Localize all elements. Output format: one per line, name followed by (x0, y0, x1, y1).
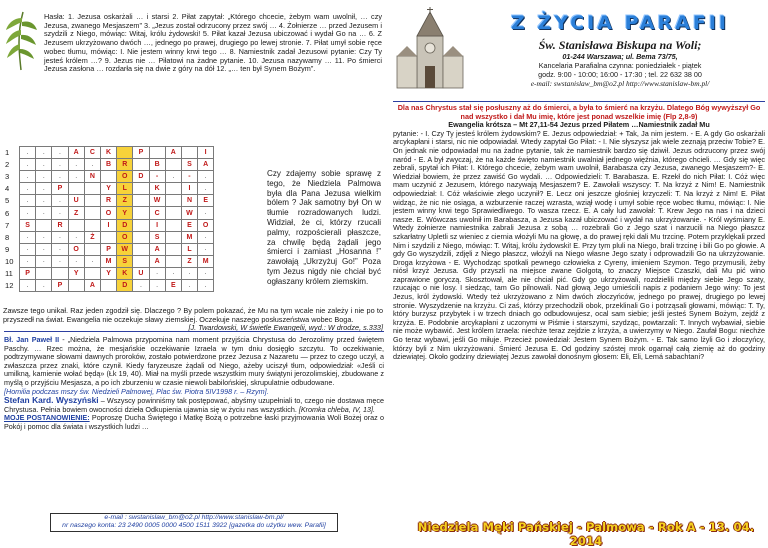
crossword-cell: E (198, 195, 214, 207)
crossword-row-number: 5 (5, 196, 10, 206)
crossword-cell (149, 147, 165, 159)
crossword-cell (68, 219, 84, 231)
crossword-cell: . (20, 195, 36, 207)
reflection-text: Zawsze tego unikał. Raz jeden zgodził się. Dlaczego ? By polem pokazać, że Mu na tym wcale nie zależy i nie po to przyszedł na świat. Ewangelia nie oczekuje sławy ziemskiej. Oczekuje naszego posłuszeństwa wobec Boga. (3, 306, 383, 324)
crossword-cell: . (165, 171, 181, 183)
crossword-cell: K (149, 183, 165, 195)
crossword-row (3, 231, 214, 243)
crossword-cell: C (84, 147, 100, 159)
crossword-row (3, 255, 214, 267)
crossword-cell: Y (100, 183, 116, 195)
crossword-cell: E (181, 219, 197, 231)
crossword-cell (84, 183, 100, 195)
divider (393, 101, 765, 102)
crossword-cell: . (198, 183, 214, 195)
crossword-cell: . (36, 207, 52, 219)
crossword-row-number: 1 (5, 148, 10, 158)
crossword-cell: L (181, 243, 197, 255)
crossword-cell: . (198, 280, 214, 292)
crossword-cell: - (149, 171, 165, 183)
crossword-row (3, 219, 214, 231)
crossword-cell (165, 195, 181, 207)
palm-branch-illustration (3, 8, 39, 72)
crossword-cell: B (149, 159, 165, 171)
crossword-cell: . (68, 171, 84, 183)
crossword-cell: . (181, 280, 197, 292)
right-column (387, 0, 768, 548)
crossword-cell: D (117, 280, 133, 292)
gospel-text: pytanie: - I. Czy Ty jesteś królem żydowskim? E. Jezus odpowiedział: + Tak, Ja nim jestem. - E. A gdy Go oskarżali arcykapłani i starsi, nic nie odpowiadał. Wtedy zapytał Go Piłat: - I. Nie słyszysz jak wiele zeznają przeciw Tobie? E. On jednak nie odpowiadał mu na żadne pytanie, tak że namiestnik bardzo się dziwił. Jezus odrzucony przez swój naród - E. A był zwyczaj, że na każde święto namiestnik uwalniał jednego więźnia, którego chcieli. … Gdy się więc zebrali, spytał ich Piłat: I. Którego chcecie, żebym wam uwolnił, Barabasza czy Jezusa, zwanego Mesjaszem?- E. Wiedział bowiem, że przez zawiść Go wydali. … Odpowiedzieli: T. Barabasza. E. Rzekł do nich Piłat: I. Cóż więc mam uczynić z Jezusem, którego nazywają Mesjaszem? E. Zawołali wszyscy: T. Na krzyż z Nim! E. Namiestnik odpowiedział: I. Cóż właściwie złego uczynił? E. Lecz oni jeszcze głośniej krzyczeli: T. Na krzyż z Nim! E. Piłat widząc, że nic nie osiąga, a wzburzenie raczej wzrasta, wziął wodę i umył sobie ręce wobec tłumu, mówiąc: I. Nie jestem winny krwi tego Sprawiedliwego. To wasza rzecz. E. A cały lud zawołał: T. Krew Jego na nas i na dzieci nasze. E. Wówczas uwolnił im Barabasza, a Jezusa kazał ubiczować i wydał na ukrzyżowanie. - Król wyśmiany E. Wtedy żołnierze namiestnika zabrali Jezusa z sobą … rozebrali Go z Jego szat i narzucili na Niego płaszcz szkarłatny Upletli sz wieniec z ciernia włożyli Mu na głowę, a do prawej ręki dali Mu trzcinę. Potem przyklękali przed Nim i szydzili z Niego, mówiąc: T. Witaj, królu żydowski! E. Przy tym pluli na Niego, brali trzcinę i bili Go po głowie. A gdy Go wyszydzili, zdjęli z Niego płaszcz, włożyli na Niego własne Jego szaty i odprowadzili Go na ukrzyżowanie. Droga krzyżowa - E. Wychodząc spotkali pewnego człowieka z Cyreny, imieniem Szymon. Tego przymusili, żeby niósł krzyż Jezusa. Gdy przyszli na miejsce zwane Golgotą, to znaczy Miejsce Czaszki, dali Mu pić wino zaprawione goryczą. Skosztował, ale nie chciał pić. Gdy go ukrzyżowali, rozdzielili między siebie Jego szaty, rzucając o nie losy. I siedząc, tam Go pilnowali. Nad głową Jego umieścili napis z podaniem Jego winy: To jest Jezus, król żydowski. Wtedy też ukrzyżowano z Nim dwóch złoczyńców, jednego po prawej, drugiego po lewej stronie. Wyszydzenie na krzyżu. Ci zaś, którzy przechodzili obok, przeklinali Go i potrząsali głowami, mówiąc: T. Ty, który burzysz przybytek i w trzech dniach go odbudowujesz, ocal sam siebie; jeśli jesteś Synem Bożym, zejdź z krzyża. E. Podobnie arcykapłani z uczonymi w Piśmie i starszymi, szydząc, powtarzali: T. Innych wybawiał, siebie nie może wybawić. Jest królem Izraela: niechże teraz zejdzie z krzyża, a uwierzymy w Niego. Zaufał Bogu: niechże Go teraz wybawi, jeśli Go miłuje. Przecież powiedział: Jestem Synem Bożym. - E. Tak samo lżyli Go i złoczyńcy, którzy byli z Nim ukrzyżowani. Śmierć Jezusa E. Od godziny szóstej mrok ogarnął całą ziemię aż do godziny dziewiątej. Około godziny dziewiątej Jezus zawołał donośnym głosem: Eli, Eli, Lemá sabachtani? (393, 128, 765, 362)
crossword-cell (36, 219, 52, 231)
crossword-cell (165, 219, 181, 231)
crossword-row-number: 6 (5, 208, 10, 218)
crossword-cell: U (133, 267, 149, 279)
crossword-cell: . (165, 267, 181, 279)
crossword-cell: . (198, 267, 214, 279)
crossword-cell (165, 183, 181, 195)
grid-side-text: Czy zdajemy sobie sprawę z tego, że Niedziela Palmowa była dla Pana Jezusa wielkim bólem ? Jak samotny był On w tłumie rozradowanych ludzi. Widział, że ci, którzy rzucali palmy, rozpościerali płaszcze, za chwilę będą żądali jego śmierci i zamiast „Hosanna !” zawołają „Ukrzyżuj Go!” Poza tym Jezus nigdy nie chciał być ogłaszany królem ziemskim. (267, 169, 381, 286)
crossword-cell: . (36, 280, 52, 292)
crossword-cell (165, 207, 181, 219)
crossword-row-number: 11 (5, 268, 13, 278)
crossword-cell: M (198, 255, 214, 267)
crossword-cell (165, 231, 181, 243)
crossword-cell: . (52, 243, 68, 255)
crossword-cell: . (68, 255, 84, 267)
crossword-row (3, 207, 214, 219)
crossword-cell: P (52, 183, 68, 195)
crossword-cell (133, 219, 149, 231)
crossword-cell: R (100, 195, 116, 207)
quote-john-paul-text: - „Niedziela Palmowa przypomina nam moment przyjścia Chrystusa do Jerozolimy przed świętem Paschy. … Rzec można, że mesjańskie oczekiwanie Izraela w tym dniu dosięgło szczytu. To oczekiwanie, podtrzymywane słowami dawnych proroków, zostało potwierdzone przez Jezusa z Nazaretu — przez to czego uczył, a zwłaszcza przez znaki, które czynił. Kiedy faryzeusze żądali od Niego, ażeby uciszył tłum, odpowiedział: «Jeśli ci umilkną, kamienie wołać będą» (Łk 19, 40). Miał na myśli przede wszystkim mury świątyni jerozolimskiej, zbudowane z myślą o przyjściu Mesjasza, a po ich zburzeniu w czasie niewoli babilońskiej, skrupulatnie odbudowane. (4, 335, 384, 387)
crossword-cell: D (133, 171, 149, 183)
footer-account-line: nr naszego konta: 23 2490 0005 0000 4500 1511 3922 [gazetka do użytku wew. Parafii] (62, 522, 326, 530)
crossword-cell: O (117, 231, 133, 243)
crossword-row (3, 183, 214, 195)
crossword-cell: N (181, 195, 197, 207)
crossword-cell: A (198, 159, 214, 171)
crossword-cell: P (52, 280, 68, 292)
crossword-cell: . (149, 280, 165, 292)
crossword-cell: O (198, 219, 214, 231)
crossword-cell: W (181, 207, 197, 219)
crossword-cell: A (165, 147, 181, 159)
crossword-cell: P (133, 147, 149, 159)
crossword-cell: . (36, 147, 52, 159)
crossword-cell (100, 231, 116, 243)
crossword-cell: . (52, 171, 68, 183)
crossword-cell: S (181, 159, 197, 171)
crossword-cell: . (36, 171, 52, 183)
crossword-cell: Ż (84, 231, 100, 243)
crossword-cell: . (181, 267, 197, 279)
crossword-cell: . (52, 231, 68, 243)
crossword-cell: I (149, 219, 165, 231)
quote-wyszynski-text: – Wszyscy powinniśmy tak postępować, abyśmy uzupełniali to, czego nie dostawa męce Chrystusa. Pełnia bowiem owocności dzieła Odkupienia ujawnia się w życiu nas wszystkich. (4, 396, 384, 414)
crossword-cell: A (68, 147, 84, 159)
crossword-cell: . (52, 195, 68, 207)
crossword-row-number: 12 (5, 281, 14, 291)
left-column (0, 0, 386, 543)
crossword-cell: I (100, 219, 116, 231)
crossword-cell: R (52, 219, 68, 231)
crossword-cell: . (36, 231, 52, 243)
parish-address: 01-244 Warszawa; ul. Bema 73/75, (562, 52, 678, 61)
crossword-cell (133, 183, 149, 195)
crossword-cell: . (20, 243, 36, 255)
crossword-cell: Y (68, 267, 84, 279)
crossword-cell (84, 207, 100, 219)
crossword-cell: Y (100, 267, 116, 279)
crossword-cell (84, 219, 100, 231)
crossword-row (3, 159, 214, 171)
quote-john-paul (4, 336, 384, 388)
crossword-cell: . (20, 280, 36, 292)
crossword-cell: . (52, 147, 68, 159)
crossword-cell: E (165, 280, 181, 292)
crossword-cell: M (100, 255, 116, 267)
crossword-cell: U (68, 195, 84, 207)
crossword-cell (52, 267, 68, 279)
crossword-row-number: 8 (5, 232, 10, 242)
quote-john-paul-author: Bł. Jan Paweł II (4, 335, 60, 344)
sunday-title-banner: Niedziela Męki Pańskiej - Palmowa - Rok A - 13. 04. 2014 (417, 520, 755, 548)
crossword-cell (133, 243, 149, 255)
crossword-cell: S (20, 219, 36, 231)
crossword-cell: . (133, 280, 149, 292)
crossword-cell: A (149, 255, 165, 267)
crossword-cell: M (181, 231, 197, 243)
crossword-cell: . (20, 231, 36, 243)
crossword-cell: Y (117, 207, 133, 219)
crossword-cell (165, 255, 181, 267)
crossword-cell: B (100, 159, 116, 171)
crossword-cell: . (68, 159, 84, 171)
crossword-cell (133, 159, 149, 171)
resolution-text: Poproszę Ducha Świętego i Matkę Bożą o potrzebne łaski przyjmowania Woli Bożej oraz o Pokój i pomoc dla świata i wszystkich ludzi … (4, 413, 384, 431)
crossword-cell: . (36, 183, 52, 195)
crossword-cell: R (117, 159, 133, 171)
crossword-cell: A (84, 280, 100, 292)
crossword-row-number: 4 (5, 184, 10, 194)
crossword-row (3, 195, 214, 207)
reflection-source: [J. Twardowski, W świetle Ewangelii, wyd.: W drodze, s.333] (188, 323, 383, 333)
crossword-row (3, 267, 214, 279)
crossword-cell (133, 255, 149, 267)
crossword-cell: I (181, 183, 197, 195)
gospel-section (393, 104, 765, 362)
quiz-clues-text: Hasła: 1. Jezusa oskarżali … i starsi 2. Piłat zapytał: „Którego chcecie, żebym wam uwolnił, … czy Jezusa, zwanego Mesjaszem” 3. „Jezus został odrzucony przez swój … 4. Żołnierze … przed Jezusem i szydzili z Niego, mówiąc: Witaj, królu żydowski! 5. Piłat kazał Jezusa ubiczować i wydał Go na … 6. Z Jezusem ukrzyżowano dwóch …, jednego po prawej, drugiego po lewej stronie. 7. Piłat umył sobie ręce wobec tłumu, mówiąc: I. Nie jestem winny krwi tego … 8. Namiestnik zadał Jezusowi pytanie: Czy Ty jesteś królem …? 9. Jezus nie … Piłatowi na żadne pytanie. 10. Jezusa nazywamy … 11. Po śmierci Jezusa zasłona … rozdarła się na dwie z góry na dół 12. „… ten był Synem Bożym”. (44, 12, 382, 74)
crossword-cell (68, 280, 84, 292)
crossword-cell: L (117, 183, 133, 195)
crossword-cell (100, 171, 116, 183)
crossword-row-number: 2 (5, 160, 10, 170)
crossword-cell: C (149, 207, 165, 219)
resolution (4, 414, 384, 431)
footer-email-line: e-mail : swstanislaw_bm@o2.pl http://www.stanislaw-bm.pl/ (104, 514, 284, 521)
crossword-cell: . (68, 231, 84, 243)
crossword-row-number: 10 (5, 256, 14, 266)
crossword-cell: . (198, 243, 214, 255)
crossword-cell: . (149, 267, 165, 279)
crossword-cell: D (117, 219, 133, 231)
crossword-cell (165, 159, 181, 171)
crossword-cell: S (149, 231, 165, 243)
crossword-cell: I (198, 147, 214, 159)
gospel-acclamation: Dla nas Chrystus stał się posłuszny aż do śmierci, a była to śmierć na krzyżu. Dlatego Bóg wywyższył Go nad wszystko i dał Mu imię, które jest ponad wszelkie imię (Flp 2,8-9) (397, 103, 761, 121)
crossword-grid (3, 146, 267, 292)
crossword-cell: S (117, 255, 133, 267)
crossword-cell: O (68, 243, 84, 255)
quote-wyszynski-source: [Kromka chleba, IV, 13]. (298, 404, 375, 414)
crossword-cell: . (20, 207, 36, 219)
crossword-cell: K (100, 147, 116, 159)
crossword-cell: . (20, 147, 36, 159)
crossword-cell: . (36, 243, 52, 255)
crossword-cell: K (117, 267, 133, 279)
crossword-cell: P (100, 243, 116, 255)
office-info: Kancelaria Parafialna czynna: poniedziałek - piątek (538, 60, 702, 70)
crossword-cell: O (100, 207, 116, 219)
crossword-cell: . (84, 159, 100, 171)
newsletter-banner-title: Z ŻYCIA PARAFII (511, 12, 729, 34)
crossword-cell (117, 147, 133, 159)
quotes-section (4, 336, 384, 432)
crossword-cell: . (198, 207, 214, 219)
crossword-cell: . (20, 171, 36, 183)
crossword-cell (133, 195, 149, 207)
resolution-label: MOJE POSTANOWIENIE: (4, 413, 90, 423)
crossword-table (3, 146, 214, 292)
crossword-cell (100, 280, 116, 292)
crossword-cell: . (84, 255, 100, 267)
crossword-cell (133, 231, 149, 243)
crossword-cell (181, 147, 197, 159)
reflection-paragraph (3, 307, 383, 333)
crossword-cell: . (198, 171, 214, 183)
crossword-row (3, 147, 214, 159)
crossword-cell: A (149, 243, 165, 255)
crossword-row (3, 171, 214, 183)
quote-john-paul-source: [Homilia podczas mszy św. Niedzieli Palmowej, Plac św. Piotra 5IV1998 r. – Rzym]. (4, 386, 269, 396)
crossword-cell: . (36, 159, 52, 171)
crossword-cell: O (117, 171, 133, 183)
crossword-cell (68, 183, 84, 195)
crossword-cell (36, 267, 52, 279)
crossword-cell: W (149, 195, 165, 207)
crossword-cell: - (181, 171, 197, 183)
crossword-cell: . (36, 255, 52, 267)
crossword-cell: . (198, 231, 214, 243)
crossword-cell: . (52, 207, 68, 219)
crossword-row-number: 9 (5, 244, 10, 254)
crossword-cell: . (52, 255, 68, 267)
divider (4, 331, 384, 332)
crossword-cell (84, 267, 100, 279)
crossword-cell (84, 195, 100, 207)
crossword-cell: . (20, 255, 36, 267)
quiz-clues (44, 13, 382, 74)
crossword-cell: Z (68, 207, 84, 219)
parish-info (475, 38, 765, 88)
crossword-cell (84, 243, 100, 255)
quote-wyszynski-author: Stefan Kard. Wyszyński (4, 395, 99, 406)
crossword-cell (133, 207, 149, 219)
parish-contact: e-mail: swstanislaw_bm@o2.pl http://www.stanislaw-bm.pl/ (530, 79, 710, 89)
quote-wyszynski (4, 396, 384, 414)
crossword-cell: Z (117, 195, 133, 207)
crossword-cell: . (20, 159, 36, 171)
parish-name: Św. Stanisława Biskupa na Woli; (538, 38, 702, 52)
crossword-cell: . (20, 183, 36, 195)
office-hours: godz. 9:00 - 10:00; 16:00 - 17:30 ; tel. 22 632 38 00 (538, 69, 702, 79)
crossword-cell (165, 243, 181, 255)
footer-contact-box (50, 513, 338, 532)
crossword-row-number: 3 (5, 172, 10, 182)
crossword-row-number: 7 (5, 220, 10, 230)
church-illustration-icon (387, 6, 473, 94)
gospel-reference: Ewangelia krótsza – Mt 27,11-54 Jezus przed Piłatem …Namiestnik zadał Mu (448, 120, 710, 130)
crossword-cell: P (20, 267, 36, 279)
crossword-cell: . (52, 159, 68, 171)
crossword-row (3, 243, 214, 255)
crossword-cell: N (84, 171, 100, 183)
crossword-cell: Z (181, 255, 197, 267)
crossword-cell: . (36, 195, 52, 207)
crossword-row (3, 280, 214, 292)
crossword-cell: W (117, 243, 133, 255)
